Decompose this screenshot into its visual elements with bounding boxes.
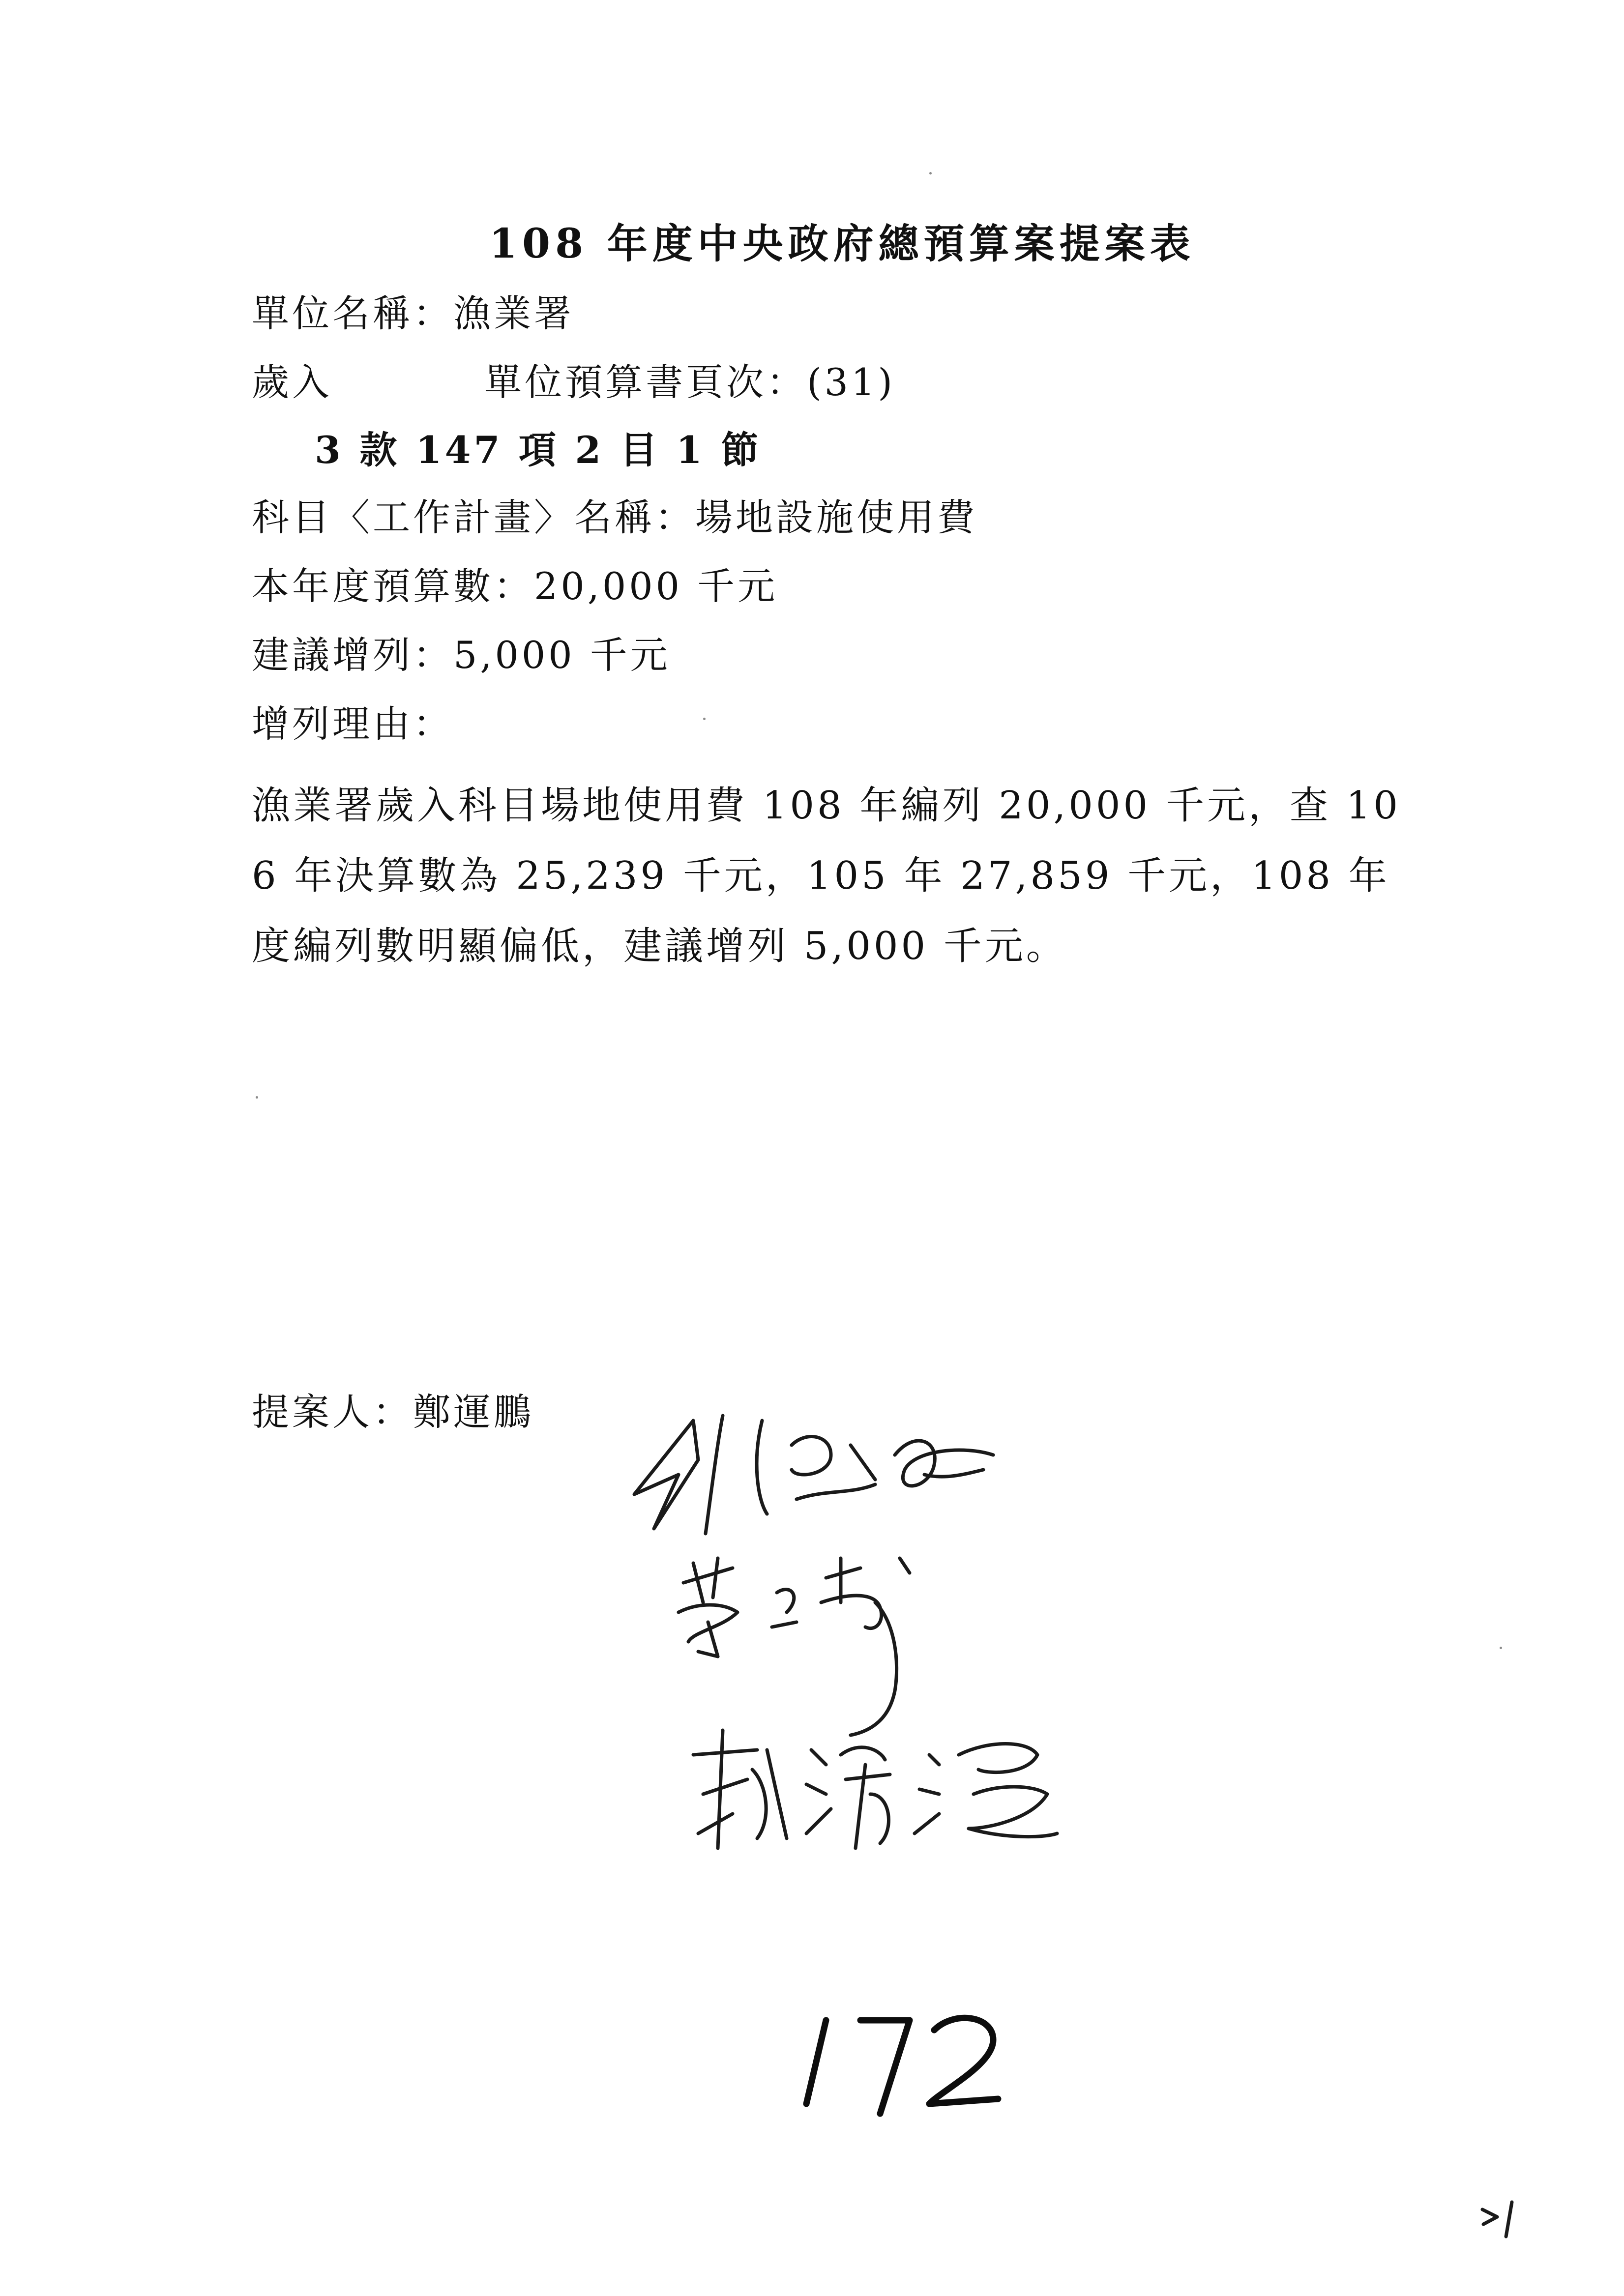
unit-name-line: 單位名稱：漁業署 <box>252 291 574 335</box>
scan-speck <box>256 1096 258 1099</box>
corner-mark <box>1477 2197 1522 2241</box>
scan-speck <box>703 718 706 720</box>
proposer-line: 提案人：鄭運鵬 <box>252 1390 534 1434</box>
handwritten-page-number <box>797 2001 1008 2123</box>
signature-2 <box>664 1548 939 1740</box>
subject-line: 科目〈工作計畫〉名稱：場地設施使用費 <box>252 495 977 539</box>
signature-3 <box>683 1720 1077 1863</box>
reason-label: 增列理由： <box>252 702 453 746</box>
reason-text: 漁業署歲入科目場地使用費 108 年編列 20,000 千元，查 106 年決算數為 25,239 千元，105 年 27,859 千元，108 年度編列數明顯偏低，建議增列 5,000 千元。 <box>252 784 1401 968</box>
revenue-label: 歲入 <box>252 360 332 404</box>
budget-page-line: 單位預算書頁次：(31) <box>484 360 896 404</box>
document-title: 108 年度中央政府總預算案提案表 <box>489 220 1195 267</box>
current-budget-line: 本年度預算數：20,000 千元 <box>252 564 778 608</box>
scan-speck <box>929 172 932 174</box>
proposed-increase-line: 建議增列：5,000 千元 <box>252 633 671 677</box>
section-line: 3 款 147 項 2 目 1 節 <box>315 428 762 472</box>
scan-speck <box>1500 1647 1502 1649</box>
signature-1 <box>620 1401 1023 1553</box>
